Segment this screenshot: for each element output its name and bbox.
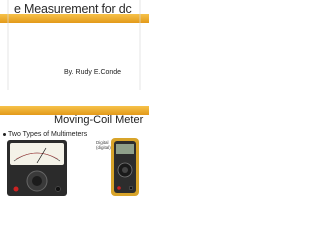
- slide-title: Moving-Coil Meter: [54, 114, 144, 126]
- digital-label-line1: Digital: [96, 140, 109, 145]
- slide-title: e Measurement for dc: [14, 2, 132, 16]
- bullet-icon: [3, 133, 6, 136]
- bullet-item: [3, 131, 87, 138]
- digital-multimeter-icon: [110, 137, 140, 197]
- author-text: By. Rudy E.Conde: [64, 69, 122, 76]
- digital-label-line2: (digital): [96, 145, 111, 150]
- analog-multimeter-icon: [6, 139, 68, 197]
- slide-1: [0, 0, 149, 90]
- digital-label: [96, 140, 111, 150]
- bullet-text: Two Types of Multimeters: [8, 131, 88, 138]
- slide-2: [0, 104, 149, 198]
